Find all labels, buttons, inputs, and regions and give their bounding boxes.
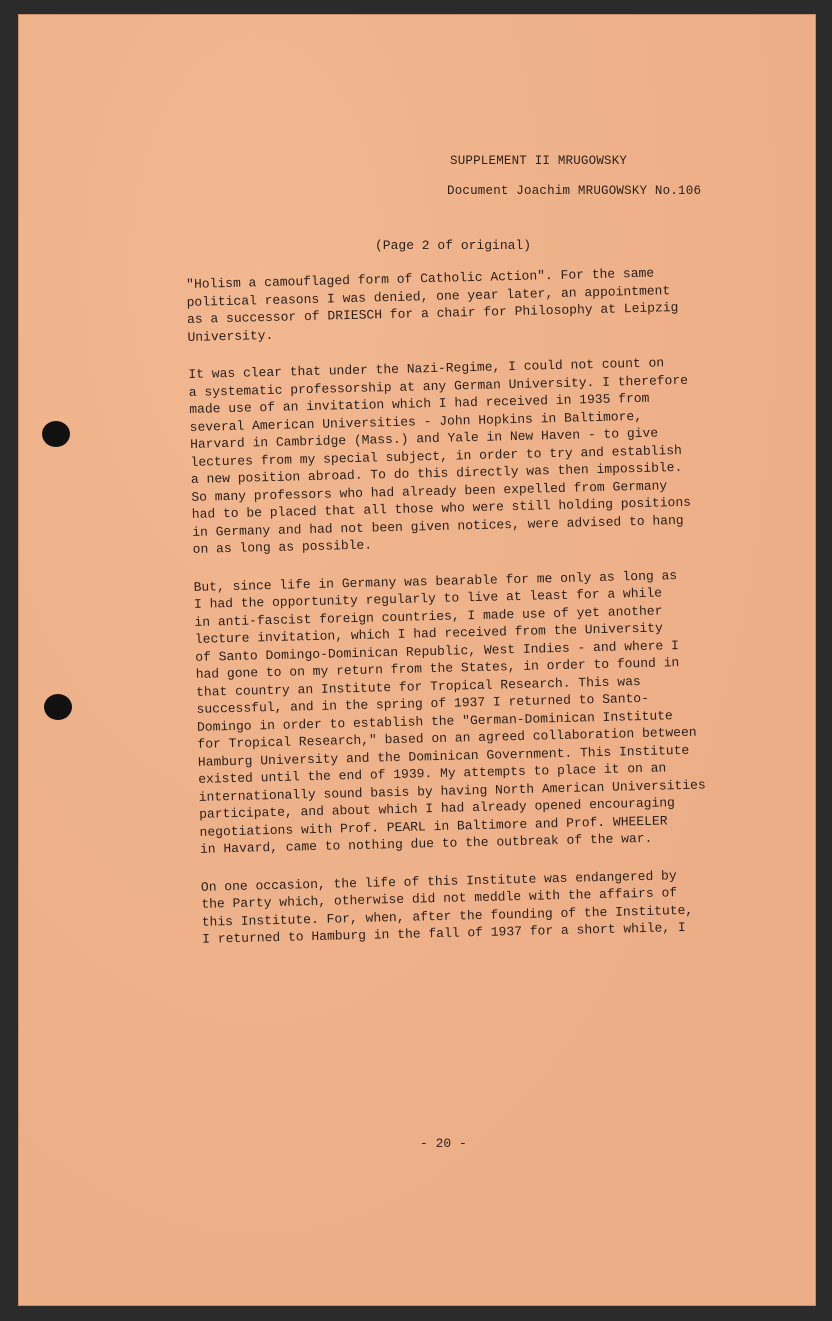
page-of-original-note: (Page 2 of original) [375,238,532,253]
page-number: - 20 - [420,1136,467,1151]
paragraph-holism: "Holism a camouflaged form of Catholic Action". For the same political reasons I was denied, one year later, an appointment as a successor of DRIESCH for a chair for Philosophy at Leipzig University. [186,265,679,345]
paragraph-institute-endangered: On one occasion, the life of this Institute was endangered by the Party which, otherwise did not meddle with the affairs of this Institute. For, when, after the founding of the Institute, I returned to Hamburg in the fall of 1937 for a short while, I [200,867,694,947]
supplement-title: SUPPLEMENT II MRUGOWSKY [450,154,628,168]
punch-hole-bottom [44,694,72,720]
paragraph-nazi-regime: It was clear that under the Nazi-Regime, I could not count on a systematic professorship at any German University. I therefore made use of an invitation which I had received in 1935 from several American Universities - John Hopkins in Baltimore, Harvard in Cambridge (Mass.) and Yale in New Haven - to give lectures from my special subject, in order to try and establish a new position abroad. To do this directly was then impossible. So many professors who had already been expelled from Germany had to be placed that all those who were still holding positions in Germany and had not been given notices, were advised to hang on as long as possible. [188,355,692,557]
punch-hole-top [42,421,70,447]
document-reference: Document Joachim MRUGOWSKY No.106 [447,184,702,198]
paragraph-santo-domingo: But, since life in Germany was bearable for me only as long as I had the opportunity regularly to live at least for a while in anti-fascist foreign countries, I made use of yet another lecture invitation, which I had received from the University of Santo Domingo-Dominican Republic, West Indies - and where I had gone to on my return from the States, in order to found in that country an Institute for Tropical Research. This was successful, and in the spring of 1937 I returned to Santo- Domingo in order to establish the "German-Dominican Institute for Tropical Research," based on an agreed collaboration between Hamburg University and the Dominican Government. This Institute existed until the end of 1939. My attempts to place it on an internationally sound basis by having North American Universities participate, and about which I had already opened encouraging negotiations with Prof. PEARL in Baltimore and Prof. WHEELER in Havard, came to nothing due to the outbreak of the war. [193,567,706,857]
document-body [186,262,763,968]
